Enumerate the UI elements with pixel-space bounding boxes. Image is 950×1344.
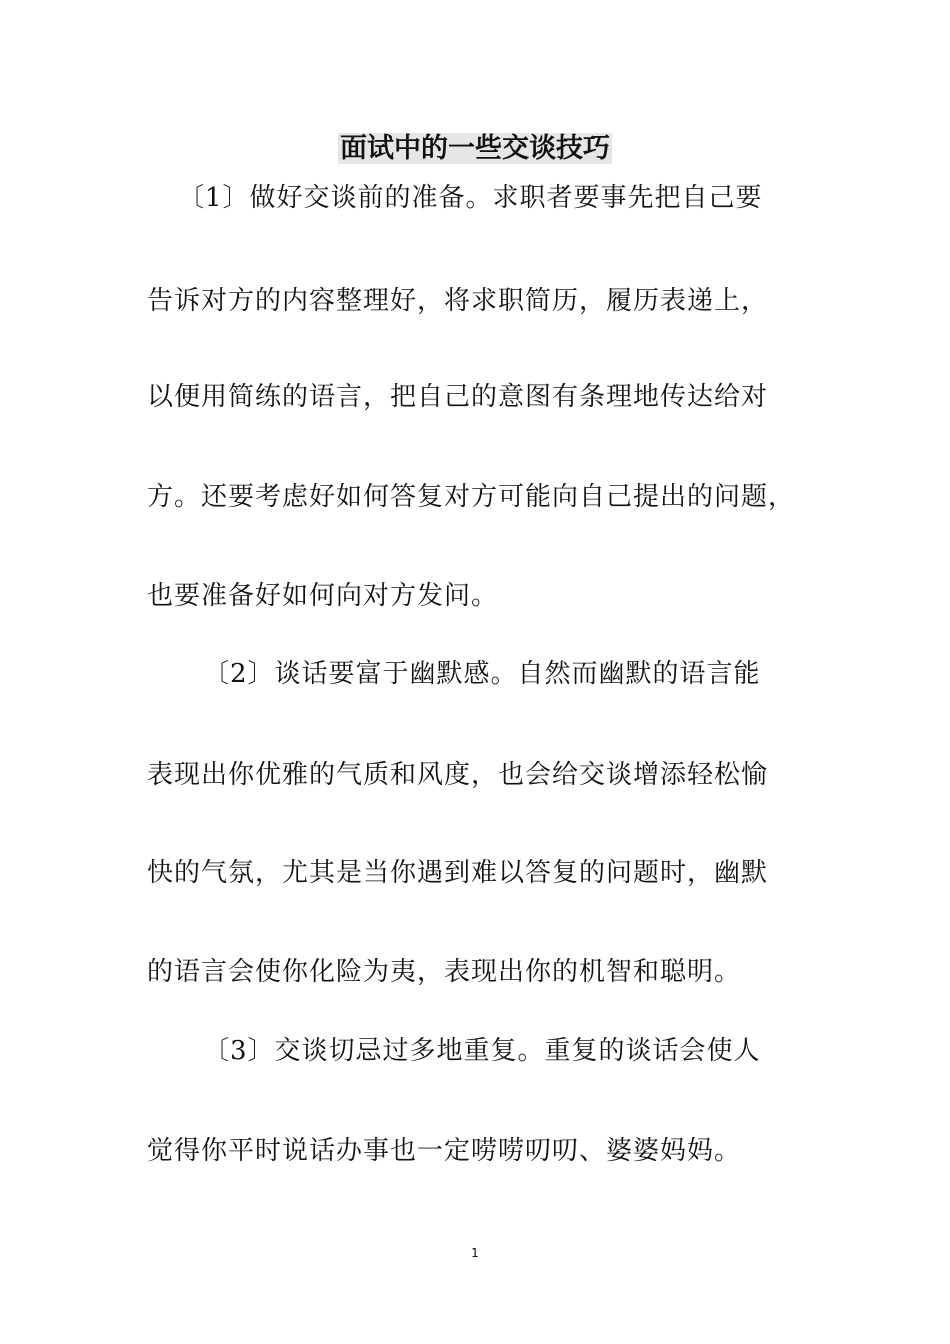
title-text: 面试中的一些交谈技巧 (340, 133, 610, 164)
page-number: 1 (471, 1246, 479, 1260)
paragraph-2-line-2: 表现出你优雅的气质和风度，也会给交谈增添轻松愉 (147, 760, 769, 790)
paragraph-1-line-5: 也要准备好如何向对方发问。 (147, 581, 499, 611)
paragraph-2-line-3: 快的气氛，尤其是当你遇到难以答复的问题时，幽默 (147, 858, 769, 888)
paragraph-2-line-1: 〔2〕谈话要富于幽默感。自然而幽默的语言能 (203, 659, 761, 689)
paragraph-3-line-2: 觉得你平时说话办事也一定唠唠叨叨、婆婆妈妈。 (147, 1136, 742, 1166)
paragraph-1-line-3: 以便用简练的语言，把自己的意图有条理地传达给对 (147, 382, 769, 412)
paragraph-3-line-1: 〔3〕交谈切忌过多地重复。重复的谈话会使人 (203, 1036, 761, 1066)
paragraph-1-line-1: 〔1〕做好交谈前的准备。求职者要事先把自己要 (178, 183, 763, 213)
paragraph-2-line-4: 的语言会使你化险为夷，表现出你的机智和聪明。 (147, 957, 742, 987)
paragraph-1-line-4: 方。还要考虑好如何答复对方可能向自己提出的问题， (147, 482, 796, 512)
paragraph-1-line-2: 告诉对方的内容整理好，将求职简历，履历表递上， (147, 286, 769, 316)
document-title (0, 131, 950, 167)
